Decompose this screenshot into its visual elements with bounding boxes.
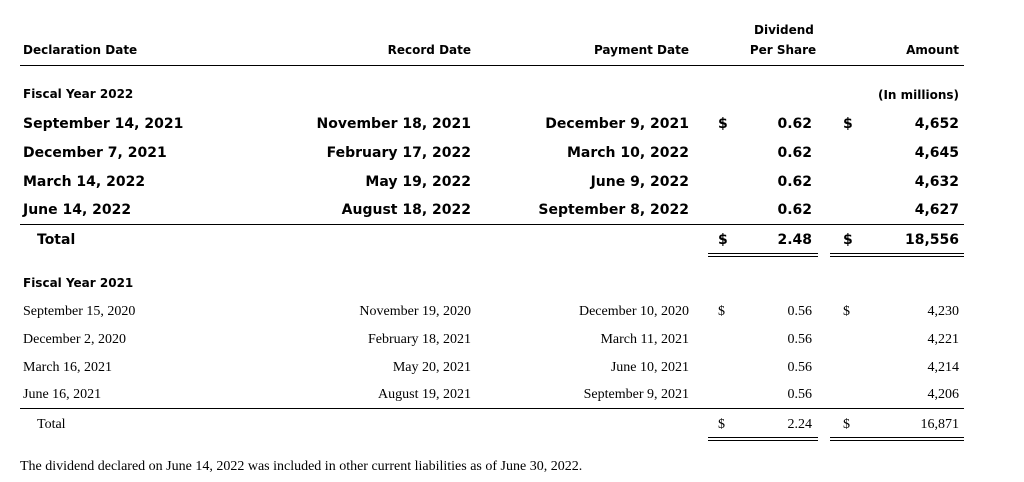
fy2022-row-0-payment: December 9, 2021 [545, 116, 689, 132]
fy2021-row-0-record: November 19, 2020 [359, 304, 471, 319]
fy2022-total-dps-currency: $ [718, 232, 728, 248]
fy2022-row-2-declaration: March 14, 2022 [23, 174, 146, 190]
fy2021-total-amount: 16,871 [920, 417, 959, 432]
fy2022-row-3-dps: 0.62 [777, 202, 812, 218]
fy2021-row-1-payment: March 11, 2021 [600, 332, 689, 347]
fy2021-row-0-amount-currency: $ [843, 304, 850, 319]
fy2022-row-0-amount: 4,652 [914, 116, 959, 132]
fy2021-title: Fiscal Year 2021 [23, 276, 134, 290]
fy2022-row-2-record: May 19, 2022 [365, 174, 471, 190]
fy2021-row-2-dps: 0.56 [787, 360, 812, 375]
fy2022-total-amount-double-rule [830, 253, 964, 257]
fy2021-row-3-payment: September 9, 2021 [583, 387, 689, 402]
fy2022-total-label: Total [37, 232, 76, 248]
footnote: The dividend declared on June 14, 2022 was included in other current liabilities as of June 30, 2022. [20, 459, 583, 474]
fy2021-row-0-amount: 4,230 [927, 304, 959, 319]
fy2022-total-amount: 18,556 [904, 232, 959, 248]
fy2021-row-0-dps-currency: $ [718, 304, 725, 319]
fy2022-rows-rule [20, 224, 964, 225]
header-payment-date: Payment Date [593, 43, 689, 57]
fy2022-row-1-dps: 0.62 [777, 145, 812, 161]
fy2021-total-amount-currency: $ [843, 417, 850, 432]
fy2022-row-0-declaration: September 14, 2021 [23, 116, 184, 132]
fy2021-rows-rule [20, 408, 964, 409]
fy2022-row-3-amount: 4,627 [914, 202, 959, 218]
fy2021-row-2-amount: 4,214 [927, 360, 959, 375]
fy2022-total-dps: 2.48 [777, 232, 812, 248]
fy2021-row-3-declaration: June 16, 2021 [23, 387, 102, 402]
fy2022-row-3-declaration: June 14, 2022 [23, 202, 132, 218]
fy2021-row-3-dps: 0.56 [787, 387, 812, 402]
header-rule [20, 65, 964, 66]
fy2022-title: Fiscal Year 2022 [23, 87, 134, 101]
fy2021-row-0-payment: December 10, 2020 [578, 304, 689, 319]
fy2022-row-2-payment: June 9, 2022 [590, 174, 689, 190]
header-declaration-date: Declaration Date [23, 43, 138, 57]
fy2021-row-1-declaration: December 2, 2020 [23, 332, 127, 347]
fy2021-row-1-amount: 4,221 [927, 332, 959, 347]
fy2021-total-dps-currency: $ [718, 417, 725, 432]
fy2022-total-amount-currency: $ [843, 232, 853, 248]
fy2021-row-2-record: May 20, 2021 [392, 360, 471, 375]
header-amount: Amount [906, 43, 959, 57]
fy2022-row-0-amount-currency: $ [843, 116, 853, 132]
fy2021-total-amount-double-rule [830, 437, 964, 441]
fy2022-row-1-declaration: December 7, 2021 [23, 145, 167, 161]
fy2021-row-2-declaration: March 16, 2021 [23, 360, 113, 375]
fy2021-row-2-payment: June 10, 2021 [610, 360, 689, 375]
fy2021-total-dps-double-rule [708, 437, 818, 441]
fy2021-row-0-declaration: September 15, 2020 [23, 304, 136, 319]
fy2021-row-3-record: August 19, 2021 [378, 387, 471, 402]
fy2021-row-1-record: February 18, 2021 [367, 332, 471, 347]
fy2022-row-2-dps: 0.62 [777, 174, 812, 190]
fy2022-row-1-amount: 4,645 [914, 145, 959, 161]
fy2022-row-0-dps: 0.62 [777, 116, 812, 132]
fy2022-row-3-payment: September 8, 2022 [538, 202, 689, 218]
header-dividend-line1: Dividend [754, 23, 814, 37]
fy2022-row-1-payment: March 10, 2022 [566, 145, 689, 161]
fy2022-total-dps-double-rule [708, 253, 818, 257]
fy2022-row-1-record: February 17, 2022 [326, 145, 471, 161]
fy2021-row-0-dps: 0.56 [787, 304, 812, 319]
header-dividend-line2: Per Share [749, 43, 817, 57]
fy2022-row-0-record: November 18, 2021 [316, 116, 471, 132]
fy2022-row-2-amount: 4,632 [914, 174, 959, 190]
fy2022-row-3-record: August 18, 2022 [341, 202, 471, 218]
fy2021-total-label: Total [37, 417, 66, 432]
fy2022-row-0-dps-currency: $ [718, 116, 728, 132]
fy2021-row-3-amount: 4,206 [927, 387, 959, 402]
fy2021-total-dps: 2.24 [787, 417, 812, 432]
fy2021-row-1-dps: 0.56 [787, 332, 812, 347]
header-record-date: Record Date [387, 43, 471, 57]
fy2022-units: (In millions) [877, 88, 959, 102]
